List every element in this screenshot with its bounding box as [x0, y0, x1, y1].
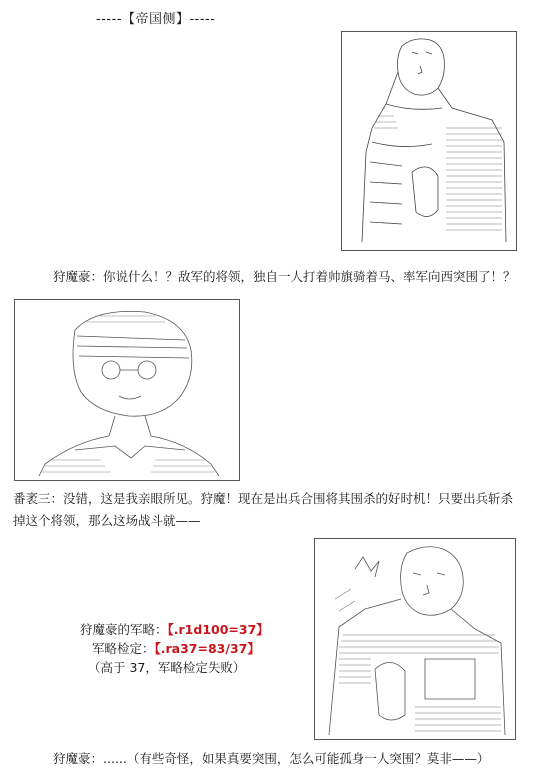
armored-warrior-illustration [342, 32, 516, 250]
strategy-check-value: 【.ra37=83/37】 [154, 641, 260, 656]
dialogue-line-1: 狩魔豪：你说什么！？敌军的将领，独自一人打着帅旗骑着马、率军向西突围了！？ [53, 269, 516, 284]
strategy-check [80, 620, 269, 677]
dialogue-line-2a: 番袤三：没错，这是我亲眼所见。狩魔！现在是出兵合围将其围杀的好时机！只要出兵斩杀 [13, 491, 514, 506]
panel-bottom-right [314, 538, 516, 740]
dialogue-line-2 [13, 488, 529, 532]
strategy-check-result: （高于 37，军略检定失败） [88, 660, 246, 675]
strategy-label: 狩魔豪的军略： [80, 622, 168, 637]
strategy-roll-value: 【.r1d100=37】 [167, 622, 269, 637]
panel-middle-left [14, 299, 240, 481]
soldier-illustration [15, 300, 239, 480]
strategy-check-label: 军略检定： [92, 641, 155, 656]
strategy-check-row-2 [80, 639, 269, 658]
strategy-check-row-1 [80, 620, 269, 639]
panel-top-right [341, 31, 517, 251]
dialogue-line-2b: 掉这个将领，那么这场战斗就—— [13, 513, 201, 528]
section-header: -----【帝国侧】----- [96, 12, 216, 27]
dialogue-line-3: 狩魔豪：......（有些奇怪，如果真要突围，怎么可能孤身一人突围？莫非——） [53, 751, 490, 766]
surprised-warrior-illustration [315, 539, 515, 739]
